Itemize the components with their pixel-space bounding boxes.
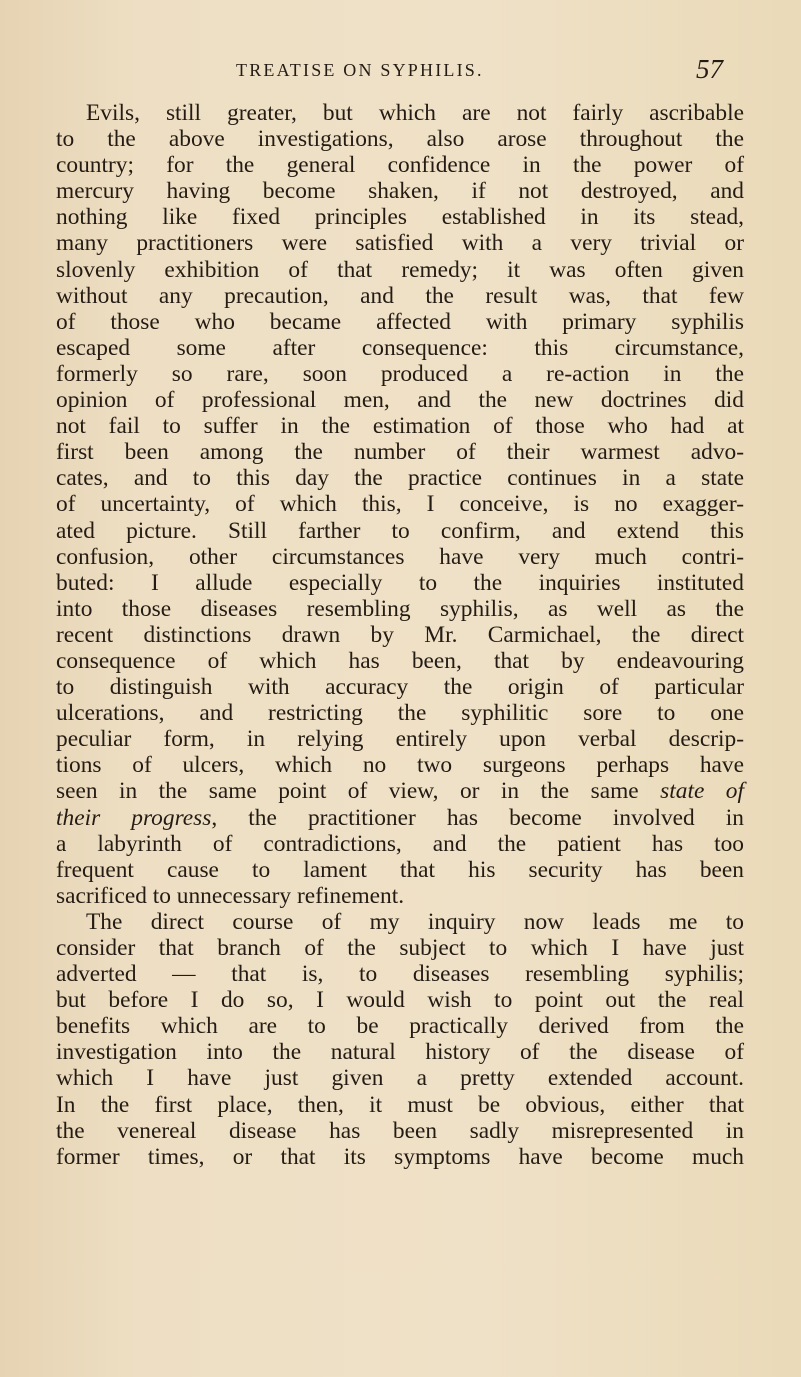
text-span: , the practitioner has become involved in — [211, 804, 744, 831]
text-line — [56, 518, 744, 544]
page-number: 57 — [696, 54, 723, 84]
text-span: ated picture. Still farther to confirm, and extend this — [56, 517, 744, 544]
text-line — [56, 178, 744, 204]
text-span: mercury having become shaken, if not destroyed, and — [56, 178, 744, 205]
text-span: confusion, other circumstances have very much contri- — [56, 543, 744, 570]
text-line — [56, 204, 744, 230]
text-line — [56, 648, 744, 674]
text-line — [56, 361, 744, 387]
text-span: consequence of which has been, that by endeavouring — [56, 647, 744, 674]
text-span: former times, or that its symptoms have become much — [56, 1143, 744, 1170]
text-span: formerly so rare, soon produced a re-action in the — [56, 360, 744, 387]
italic-text: their progress — [56, 804, 212, 831]
text-line — [56, 726, 744, 752]
text-line — [56, 961, 744, 987]
text-span: recent distinctions drawn by Mr. Carmichael, the direct — [56, 621, 744, 648]
text-line — [56, 335, 744, 361]
text-line — [56, 230, 744, 256]
text-span: peculiar form, in relying entirely upon verbal descrip- — [56, 726, 744, 753]
text-span: first been among the number of their warmest advo- — [56, 439, 744, 466]
text-span: the venereal disease has been sadly misrepresented in — [56, 1117, 744, 1144]
text-span: a labyrinth of contradictions, and the patient has too — [56, 830, 744, 857]
text-line — [56, 1039, 744, 1065]
text-line — [56, 309, 744, 335]
text-span: seen in the same point of view, or in the same — [56, 778, 661, 805]
text-span: slovenly exhibition of that remedy; it was often given — [56, 256, 744, 283]
text-line — [56, 257, 744, 283]
text-span: escaped some after consequence: this circumstance, — [56, 334, 744, 361]
text-line — [56, 570, 744, 596]
text-line — [56, 100, 744, 126]
text-span: In the first place, then, it must be obvious, either that — [56, 1091, 744, 1118]
page-header — [0, 56, 801, 86]
text-span: to distinguish with accuracy the origin of particular — [56, 674, 744, 701]
paragraph — [56, 909, 744, 1170]
text-span: without any precaution, and the result was, that few — [56, 282, 744, 309]
text-line — [56, 491, 744, 517]
running-title: TREATISE ON SYPHILIS. — [236, 60, 484, 80]
text-span: nothing like fixed principles established in its stead, — [56, 204, 744, 231]
text-line — [56, 987, 744, 1013]
text-line — [56, 439, 744, 465]
text-span: consider that branch of the subject to which I have just — [56, 935, 744, 961]
text-span: cates, and to this day the practice continues in a state — [56, 465, 744, 492]
text-line — [56, 1092, 744, 1118]
text-span: into those diseases resembling syphilis, as well as the — [56, 595, 744, 622]
text-line — [56, 596, 744, 622]
body-text — [56, 100, 744, 1170]
text-span: ulcerations, and restricting the syphilitic sore to one — [56, 700, 744, 727]
text-span: to the above investigations, also arose throughout the — [56, 126, 744, 153]
text-line — [56, 1065, 744, 1091]
text-span: country; for the general confidence in the power of — [56, 152, 744, 179]
text-line — [56, 831, 744, 857]
text-span: not fail to suffer in the estimation of those who had at — [56, 413, 744, 440]
text-line — [56, 283, 744, 309]
text-line — [56, 909, 744, 935]
text-span: of uncertainty, of which this, I conceive, is no exagger- — [56, 491, 744, 518]
text-line — [56, 126, 744, 152]
text-span: many practitioners were satisfied with a very trivial or — [56, 230, 744, 257]
italic-text: state of — [660, 778, 744, 805]
text-line — [56, 883, 744, 909]
text-line — [56, 674, 744, 700]
text-span: benefits which are to be practically derived from the — [56, 1013, 744, 1040]
text-span: sacrificed to unnecessary refinement. — [56, 882, 405, 909]
text-line — [56, 778, 744, 804]
text-span: adverted — that is, to diseases resembling syphilis; — [56, 961, 744, 988]
text-line — [56, 935, 744, 961]
text-line — [56, 1013, 744, 1039]
text-line — [56, 152, 744, 178]
text-span: of those who became affected with primary syphilis — [56, 308, 744, 335]
text-span: but before I do so, I would wish to point out the real — [56, 987, 744, 1014]
text-line — [56, 622, 744, 648]
paragraph — [56, 100, 744, 909]
text-line — [56, 1118, 744, 1144]
text-line — [56, 857, 744, 883]
text-span: opinion of professional men, and the new doctrines did — [56, 387, 744, 414]
text-line — [56, 387, 744, 413]
text-span: which I have just given a pretty extended account. — [56, 1065, 744, 1092]
text-span: investigation into the natural history of the disease of — [56, 1039, 744, 1066]
text-span: frequent cause to lament that his security has been — [56, 856, 744, 883]
text-line — [56, 700, 744, 726]
text-line — [56, 544, 744, 570]
text-line — [56, 413, 744, 439]
text-line — [56, 1144, 744, 1170]
text-line — [56, 752, 744, 778]
text-span: buted: I allude especially to the inquiries instituted — [56, 569, 744, 596]
text-span: tions of ulcers, which no two surgeons perhaps have — [56, 752, 744, 779]
text-line — [56, 465, 744, 491]
text-span: The direct course of my inquiry now leads me to — [86, 908, 744, 935]
text-span: Evils, still greater, but which are not fairly ascribable — [86, 100, 744, 126]
text-line — [56, 805, 744, 831]
